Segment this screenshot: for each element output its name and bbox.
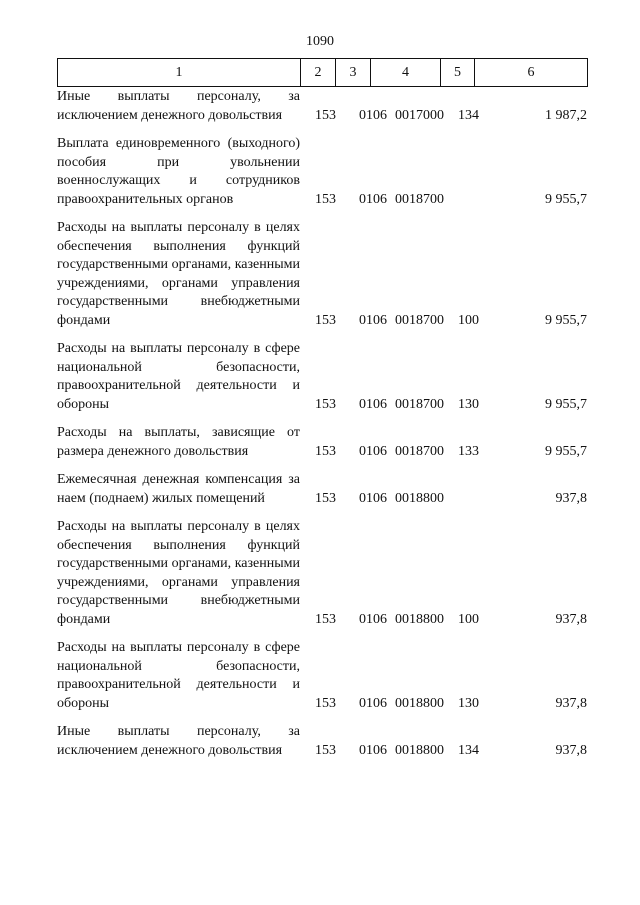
table-row [57, 518, 587, 629]
row-col-6: 9 955,7 [545, 312, 587, 328]
header-col-1: 1 [58, 59, 301, 87]
row-col-2: 153 [315, 443, 336, 459]
row-col-6: 937,8 [555, 490, 587, 506]
row-col-3: 0106 [359, 695, 387, 711]
table-body [57, 88, 587, 770]
row-col-2: 153 [315, 695, 336, 711]
row-col-3: 0106 [359, 611, 387, 627]
row-description: Расходы на выплаты, зависящие от размера денежного довольствия [57, 425, 300, 459]
row-col-4: 0018800 [395, 611, 444, 627]
header-col-6: 6 [475, 59, 588, 87]
row-col-6: 937,8 [555, 742, 587, 758]
row-col-3: 0106 [359, 396, 387, 412]
row-description: Иные выплаты персоналу, за исключением денежного довольствия [57, 724, 300, 758]
row-col-4: 0018800 [395, 742, 444, 758]
row-col-4: 0018700 [395, 396, 444, 412]
table-header [57, 58, 588, 87]
row-col-5: 100 [458, 611, 479, 627]
row-col-3: 0106 [359, 742, 387, 758]
row-col-5: 130 [458, 396, 479, 412]
table-row [57, 135, 587, 209]
table-row [57, 639, 587, 713]
row-description: Расходы на выплаты персоналу в сфере национальной безопасности, правоохранительной деятельности и обороны [57, 341, 300, 412]
row-description: Иные выплаты персоналу, за исключением денежного довольствия [57, 89, 300, 123]
row-col-2: 153 [315, 490, 336, 506]
row-description: Расходы на выплаты персоналу в целях обеспечения выполнения функций государственными органами, казенными учреждениями, органами управления государственными внебюджетными фондами [57, 220, 300, 328]
row-col-6: 1 987,2 [545, 107, 587, 123]
row-col-2: 153 [315, 611, 336, 627]
row-col-5: 133 [458, 443, 479, 459]
header-col-4: 4 [371, 59, 441, 87]
table-row [57, 723, 587, 760]
row-col-4: 0018700 [395, 312, 444, 328]
row-col-5: 130 [458, 695, 479, 711]
row-col-5: 100 [458, 312, 479, 328]
table-row [57, 219, 587, 330]
row-col-3: 0106 [359, 107, 387, 123]
row-col-6: 9 955,7 [545, 396, 587, 412]
row-col-3: 0106 [359, 191, 387, 207]
row-col-6: 937,8 [555, 695, 587, 711]
row-col-2: 153 [315, 107, 336, 123]
table-row [57, 340, 587, 414]
row-col-6: 937,8 [555, 611, 587, 627]
row-col-3: 0106 [359, 312, 387, 328]
page-number: 1090 [306, 34, 334, 49]
row-col-5: 134 [458, 107, 479, 123]
header-col-3: 3 [336, 59, 371, 87]
row-description: Расходы на выплаты персоналу в целях обеспечения выполнения функций государственными органами, казенными учреждениями, органами управления государственными внебюджетными фондами [57, 519, 300, 627]
table-row [57, 88, 587, 125]
row-col-2: 153 [315, 396, 336, 412]
row-description: Ежемесячная денежная компенсация за наем (поднаем) жилых помещений [57, 472, 300, 506]
row-col-6: 9 955,7 [545, 443, 587, 459]
table-row [57, 471, 587, 508]
row-col-4: 0017000 [395, 107, 444, 123]
table-row [57, 424, 587, 461]
header-col-5: 5 [441, 59, 475, 87]
row-col-4: 0018800 [395, 490, 444, 506]
row-col-4: 0018700 [395, 191, 444, 207]
row-col-3: 0106 [359, 490, 387, 506]
row-col-2: 153 [315, 312, 336, 328]
row-col-6: 9 955,7 [545, 191, 587, 207]
row-description: Выплата единовременного (выходного) пособия при увольнении военнослужащих и сотрудников правоохранительных органов [57, 136, 300, 207]
row-col-3: 0106 [359, 443, 387, 459]
row-col-2: 153 [315, 742, 336, 758]
row-col-4: 0018800 [395, 695, 444, 711]
header-col-2: 2 [301, 59, 336, 87]
row-col-5: 134 [458, 742, 479, 758]
row-col-2: 153 [315, 191, 336, 207]
row-description: Расходы на выплаты персоналу в сфере национальной безопасности, правоохранительной деятельности и обороны [57, 640, 300, 711]
row-col-4: 0018700 [395, 443, 444, 459]
